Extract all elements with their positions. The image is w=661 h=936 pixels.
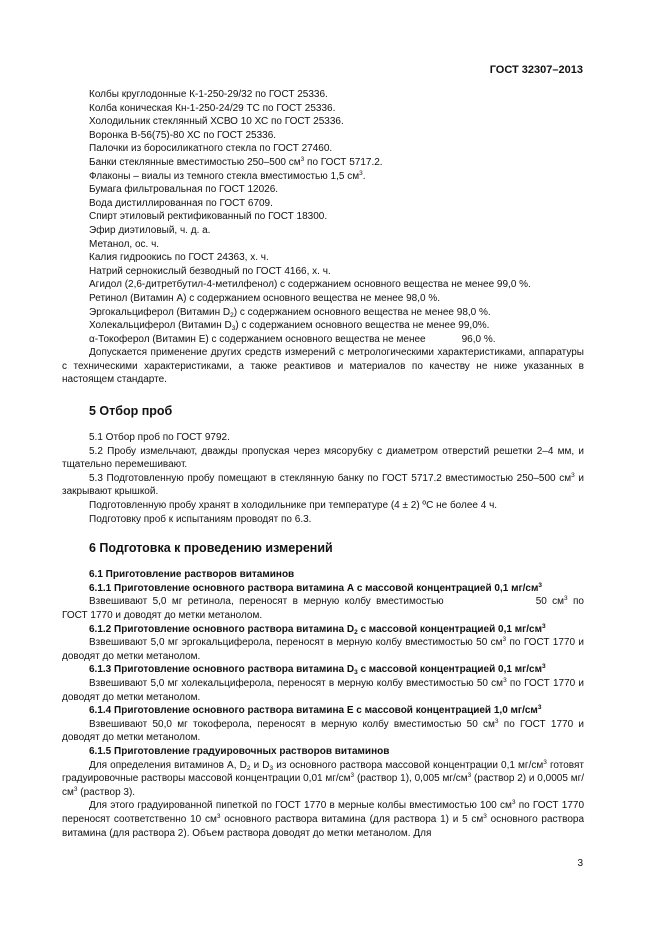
- list-item: Флаконы – виалы из темного стекла вместимостью 1,5 $см^3$.: [89, 169, 366, 182]
- subsection-title: 6.1.3 Приготовление основного раствора витамина $D_3$ с массовой концентрацией 0,1 $мг/см^3$: [89, 663, 546, 677]
- list-item: α-Токоферол (Витамин Е) с содержанием основного вещества не менее 96,0 %.: [89, 333, 496, 345]
- list-item: Эргокальциферол (Витамин $D_2$) с содержанием основного вещества не менее 98,0 %.: [89, 306, 491, 319]
- paragraph: Подготовленную пробу хранят в холодильнике при температуре (4 ± 2) ºС не более 4 ч.: [89, 500, 498, 512]
- list-item: Метанол, ос. ч.: [89, 238, 160, 250]
- paragraph: Подготовку проб к испытаниям проводят по 6.3.: [89, 513, 312, 525]
- allowance-paragraph: Допускается применение других средств измерений с метрологическими характеристиками, аппаратуры с техническими характеристиками, а также реактивов и материалов по качеству не ниже указанных в настоящем стандарте.: [62, 347, 584, 386]
- list-item: Ретинол (Витамин А) с содержанием основного вещества не менее 98,0 %.: [89, 292, 441, 304]
- subsection-title: 6.1.5 Приготовление градуировочных растворов витаминов: [89, 745, 390, 757]
- equipment-list: [62, 88, 584, 387]
- list-item: Агидол (2,6-дитретбутил-4-метилфенол) с содержанием основного вещества не менее 99,0 %.: [89, 279, 531, 291]
- list-item: Спирт этиловый ректификованный по ГОСТ 18300.: [89, 211, 328, 223]
- section-5-title: 5 Отбор проб: [89, 404, 173, 419]
- paragraph: 5.1 Отбор проб по ГОСТ 9792.: [89, 432, 230, 444]
- page-body: [62, 88, 584, 840]
- list-item: Калия гидроокись по ГОСТ 24363, х. ч.: [89, 252, 269, 264]
- standard-header: ГОСТ 32307–2013: [489, 64, 583, 76]
- paragraph: 5.2 Пробу измельчают, дважды пропуская через мясорубку с диаметром отверстий решетки 2–4 мм, и тщательно перемешивают.: [62, 445, 584, 471]
- list-item: Банки стеклянные вместимостью 250–500 $см^3$ по ГОСТ 5717.2.: [89, 155, 383, 168]
- subsection-title: 6.1.4 Приготовление основного раствора витамина Е с массовой концентрацией 1,0 $мг/см^3$: [89, 704, 542, 717]
- list-item: Эфир диэтиловый, ч. д. а.: [89, 224, 211, 236]
- paragraph: Взвешивают 5,0 мг эргокальциферола, переносят в мерную колбу вместимостью 50 $см^3$ по ГОСТ 1770 и доводят до метки метанолом.: [62, 636, 584, 662]
- paragraph: Взвешивают 50,0 мг токоферола, переносят в мерную колбу вместимостью 50 $см^3$ по ГОСТ 1770 и доводят до метки метанолом.: [62, 717, 584, 744]
- section-6-title: 6 Подготовка к проведению измерений: [89, 541, 333, 556]
- subsection-title: 6.1.1 Приготовление основного раствора витамина А с массовой концентрацией 0,1 $мг/см^3$: [89, 581, 543, 594]
- page-number: 3: [577, 858, 583, 869]
- paragraph: Взвешивают 5,0 мг холекальциферола, переносят в мерную колбу вместимостью 50 $см^3$ по ГОСТ 1770 и доводят до метки метанолом.: [62, 676, 584, 703]
- list-item: Воронка В-56(75)-80 ХС по ГОСТ 25336.: [89, 129, 277, 141]
- paragraph: 5.3 Подготовленную пробу помещают в стеклянную банку по ГОСТ 5717.2 вместимостью 250–500 $см^3$ и закрывают крышкой.: [62, 471, 584, 498]
- list-item: Натрий сернокислый безводный по ГОСТ 4166, х. ч.: [89, 265, 331, 277]
- subsection-title: 6.1.2 Приготовление основного раствора витамина $D_2$ с массовой концентрацией 0,1 $мг/см^3$: [89, 622, 546, 636]
- subsection-title: 6.1 Приготовление растворов витаминов: [89, 569, 295, 581]
- list-item: Холодильник стеклянный ХСВО 10 ХС по ГОСТ 25336.: [89, 116, 344, 128]
- list-item: Вода дистиллированная по ГОСТ 6709.: [89, 197, 273, 209]
- list-item: Палочки из боросиликатного стекла по ГОСТ 27460.: [89, 143, 333, 155]
- paragraph: Взвешивают 5,0 мг ретинола, переносят в мерную колбу вместимостью 50 $см^3$ по ГОСТ 1770 и доводят до метки метанолом.: [62, 595, 584, 621]
- paragraph: Для определения витаминов А, $D_2$ и $D_3$ из основного раствора массовой концентрации 0,1 $мг/см^3$ готовят градуировочные растворы массовой концентрации 0,01 $мг/см^3$ (раствор 1), 0,005 $мг/см^3$ (раствор 2) и 0,0005 $мг/см^3$ (раствор 3).: [62, 758, 584, 798]
- list-item: Колба коническая Кн-1-250-24/29 ТС по ГОСТ 25336.: [89, 102, 336, 114]
- list-item: Бумага фильтровальная по ГОСТ 12026.: [89, 184, 279, 196]
- list-item: Холекальциферол (Витамин $D_3$) с содержанием основного вещества не менее 99,0%.: [89, 320, 490, 333]
- paragraph: Для этого градуированной пипеткой по ГОСТ 1770 в мерные колбы вместимостью 100 $см^3$ по ГОСТ 1770 переносят соответственно 10 $см^3$ основного раствора витамина (для раствора 1) и 5 $см^3$ основного раствора витамина (для раствора 2). Объем раствора доводят до метки метанолом. Для: [62, 799, 585, 839]
- list-item: Колбы круглодонные К-1-250-29/32 по ГОСТ 25336.: [89, 89, 328, 100]
